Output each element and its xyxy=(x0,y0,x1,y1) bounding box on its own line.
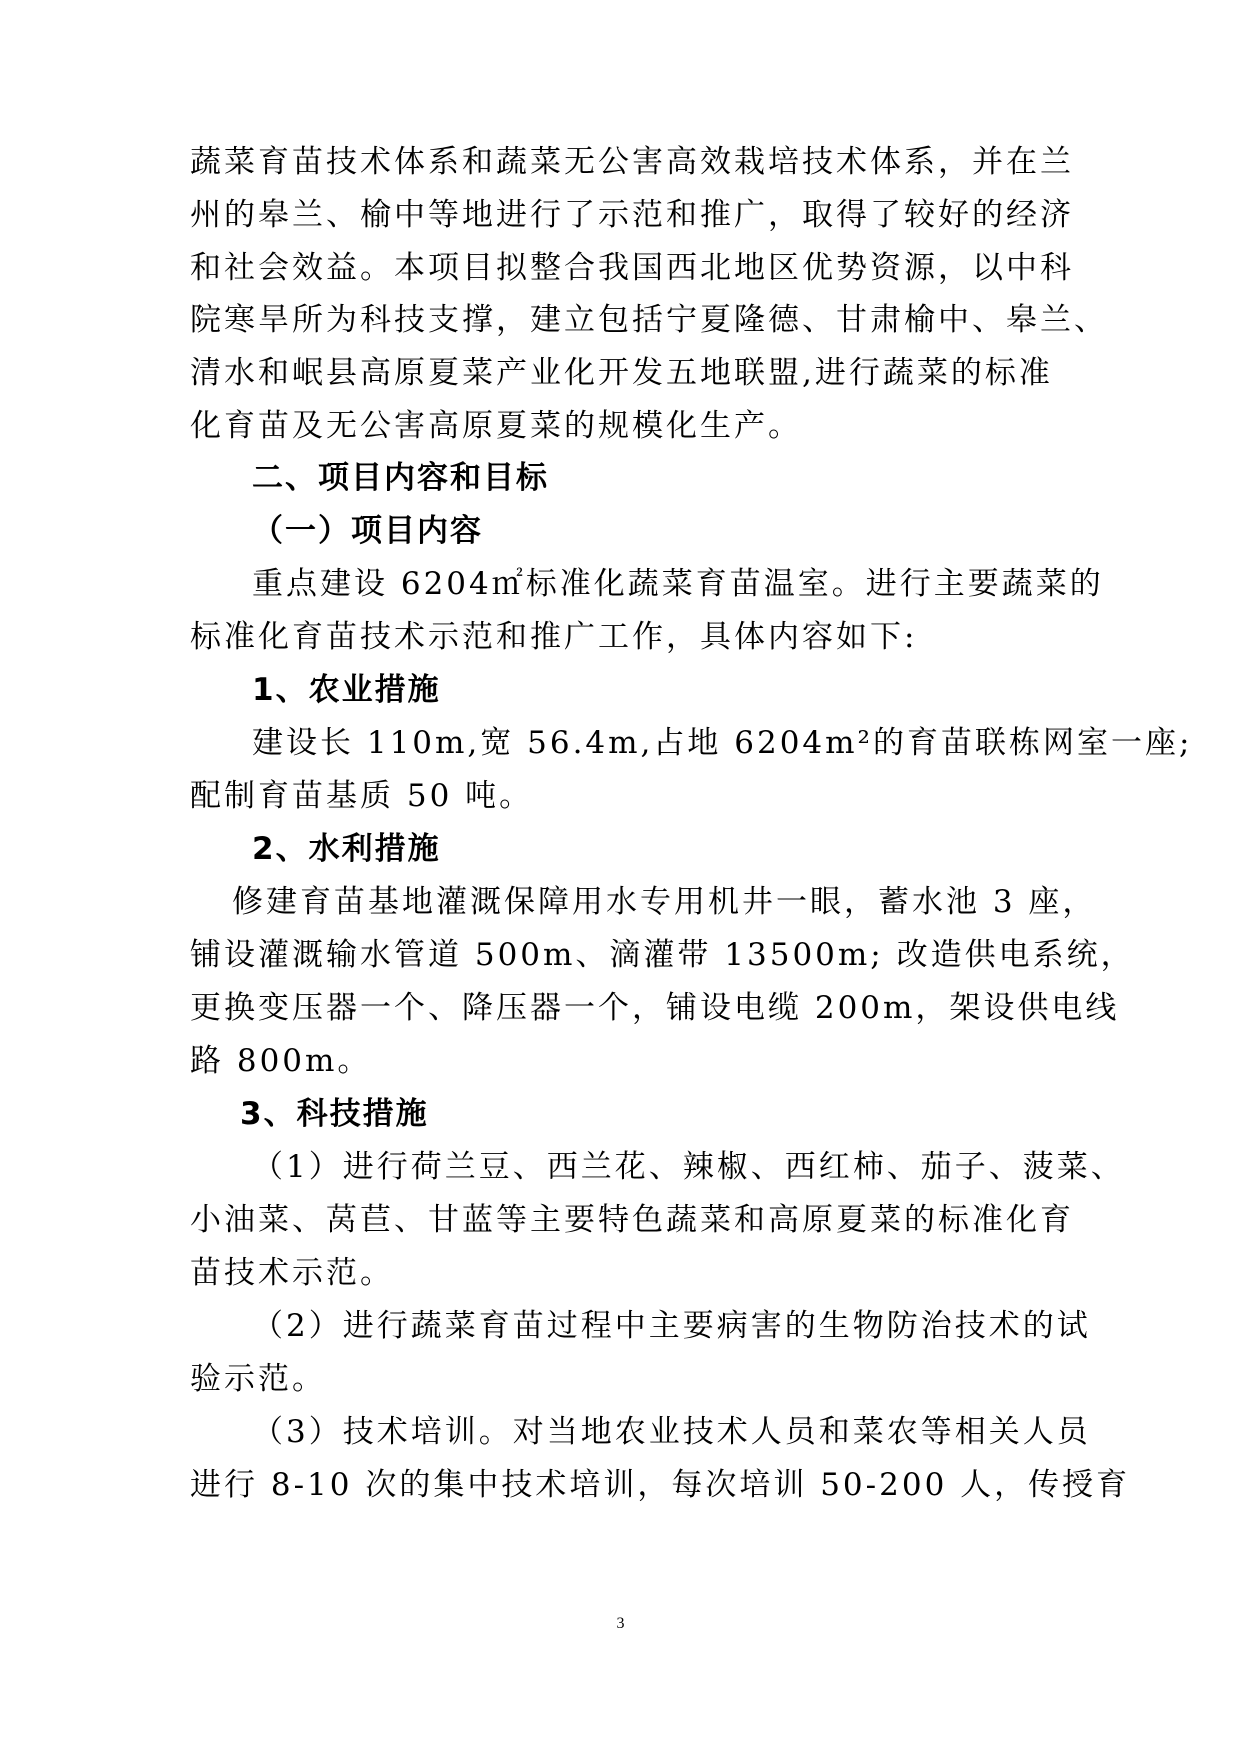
paragraph-line: （2）进行蔬菜育苗过程中主要病害的生物防治技术的试 xyxy=(252,1308,1091,1344)
paragraph-line: 小油菜、莴苣、甘蓝等主要特色蔬菜和高原夏菜的标准化育 xyxy=(190,1202,1074,1238)
section-heading: 二、项目内容和目标 xyxy=(252,460,549,496)
paragraph-line: 清水和岷县高原夏菜产业化开发五地联盟,进行蔬菜的标准 xyxy=(190,355,1053,391)
item-heading: 2、水利措施 xyxy=(252,831,441,867)
paragraph-line: 配制育苗基质 50 吨。 xyxy=(190,778,534,814)
page-number: 3 xyxy=(616,1615,625,1632)
paragraph-line: 建设长 110m,宽 56.4m,占地 6204m²的育苗联栋网室一座; xyxy=(252,725,1193,761)
paragraph-line: （3）技术培训。对当地农业技术人员和菜农等相关人员 xyxy=(252,1414,1091,1450)
paragraph-line: 苗技术示范。 xyxy=(190,1255,394,1291)
paragraph-line: 路 800m。 xyxy=(190,1043,372,1079)
paragraph-line: 铺设灌溉输水管道 500m、滴灌带 13500m; 改造供电系统， xyxy=(190,937,1135,973)
subsection-heading: （一）项目内容 xyxy=(252,513,483,549)
paragraph-line: 验示范。 xyxy=(190,1361,326,1397)
paragraph-line: 重点建设 6204㎡标准化蔬菜育苗温室。进行主要蔬菜的 xyxy=(252,566,1104,602)
paragraph-line: 标准化育苗技术示范和推广工作，具体内容如下: xyxy=(190,619,918,655)
paragraph-line: 修建育苗基地灌溉保障用水专用机井一眼，蓄水池 3 座， xyxy=(232,884,1097,920)
paragraph-line: 州的皋兰、榆中等地进行了示范和推广，取得了较好的经济 xyxy=(190,197,1074,233)
item-heading: 1、农业措施 xyxy=(252,672,441,708)
paragraph-line: 蔬菜育苗技术体系和蔬菜无公害高效栽培技术体系，并在兰 xyxy=(190,144,1074,180)
paragraph-line: 更换变压器一个、降压器一个，铺设电缆 200m，架设供电线 xyxy=(190,990,1120,1026)
paragraph-line: 进行 8-10 次的集中技术培训，每次培训 50-200 人，传授育 xyxy=(190,1467,1131,1503)
paragraph-line: 和社会效益。本项目拟整合我国西北地区优势资源，以中科 xyxy=(190,250,1074,286)
paragraph-line: 化育苗及无公害高原夏菜的规模化生产。 xyxy=(190,408,802,444)
paragraph-line: 院寒旱所为科技支撑，建立包括宁夏隆德、甘肃榆中、皋兰、 xyxy=(190,302,1108,338)
item-heading: 3、科技措施 xyxy=(240,1096,429,1132)
paragraph-line: （1）进行荷兰豆、西兰花、辣椒、西红柿、茄子、菠菜、 xyxy=(252,1149,1125,1185)
